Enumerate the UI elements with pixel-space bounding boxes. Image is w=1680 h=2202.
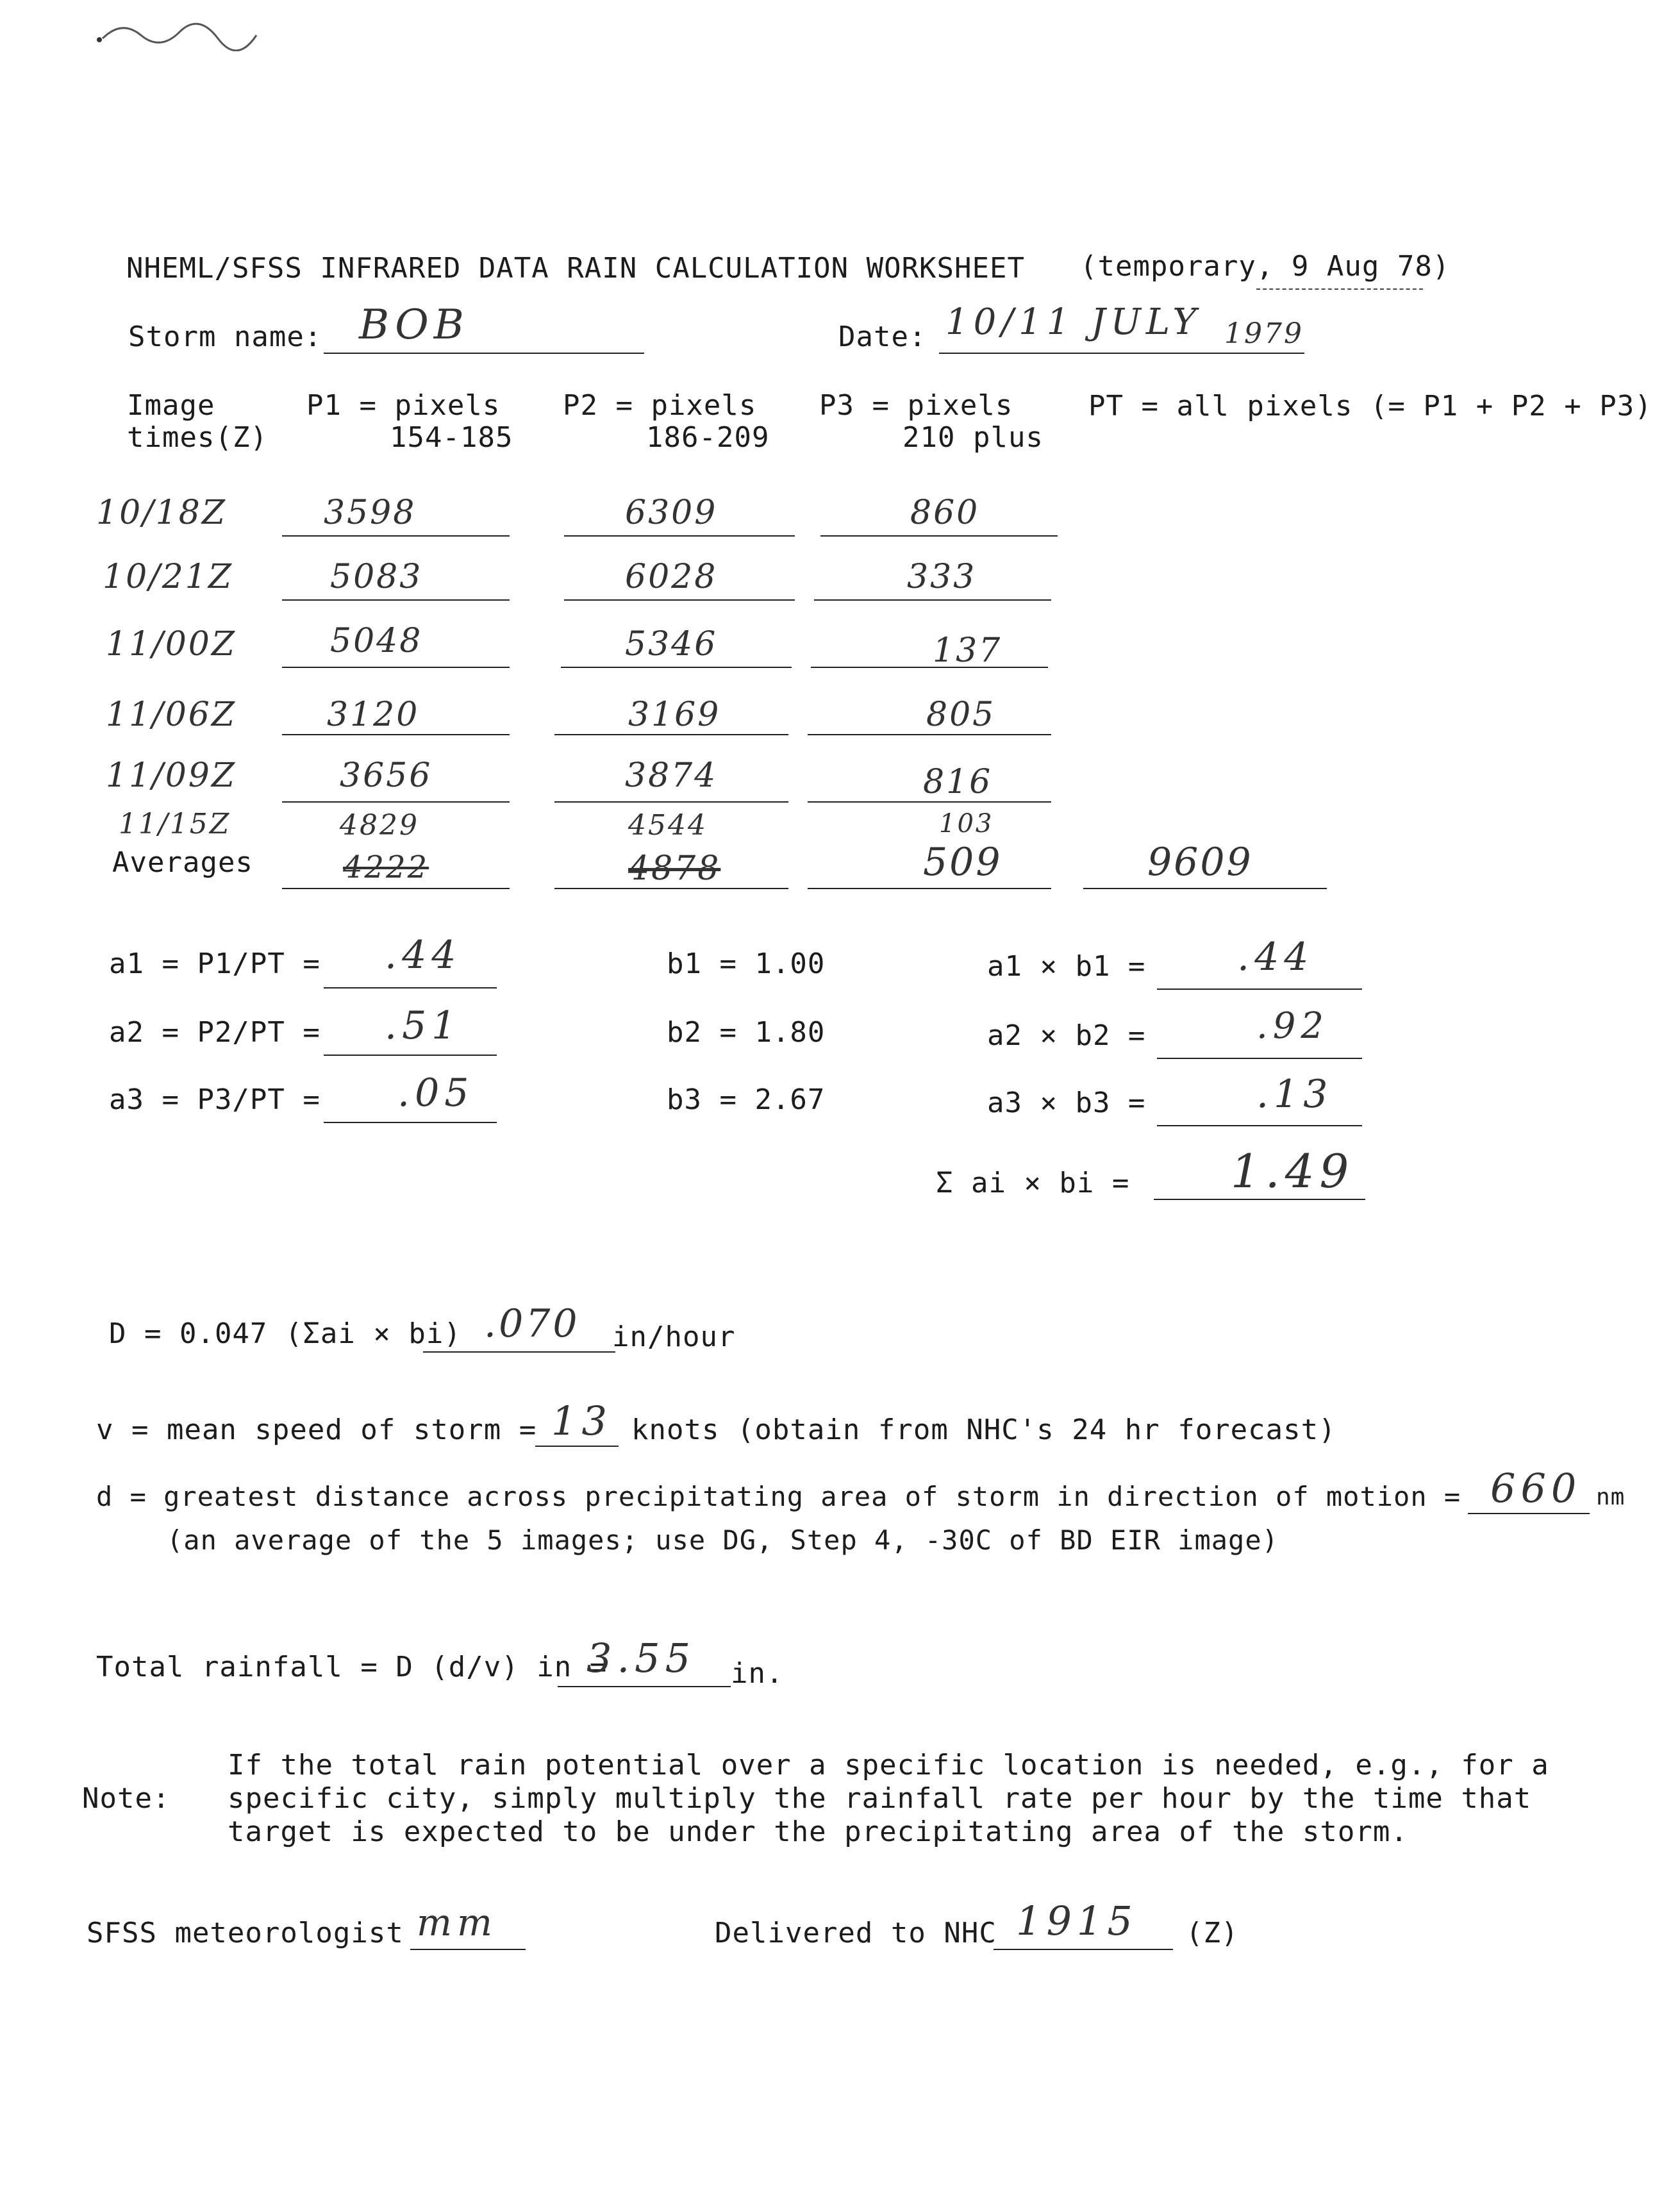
a2-label: a2 = P2/PT = [109, 1016, 320, 1049]
average-p2: 4878 [628, 849, 721, 888]
total-unit: in. [731, 1657, 784, 1690]
b3-label: b3 = 2.67 [667, 1083, 826, 1116]
meteorologist-value: mm [417, 1901, 497, 1944]
year-value: 1979 [1224, 317, 1304, 350]
row-time: 11/06Z [106, 696, 237, 734]
average-p3: 509 [923, 840, 1002, 885]
a2-value: .51 [385, 1003, 462, 1048]
a1b1-label: a1 × b1 = [987, 950, 1146, 983]
delivered-unit: (Z) [1186, 1917, 1239, 1949]
speed-label: v = mean speed of storm = [96, 1414, 537, 1446]
row-p2: 3874 [625, 756, 718, 795]
meteorologist-label: SFSS meteorologist [87, 1917, 404, 1949]
row-p2: 3169 [628, 696, 721, 734]
note-text: If the total rain potential over a specific location is needed, e.g., for a specific city, simply multiply the rainfall rate per hour by the time that target is expected to be under the precipitating area of the storm. [228, 1749, 1549, 1848]
date-line [939, 353, 1304, 354]
distance-note: (an average of the 5 images; use DG, Step 4, -30C of BD EIR image) [167, 1524, 1279, 1556]
storm-name-value: BOB [359, 301, 469, 349]
speed-value: 13 [551, 1397, 612, 1444]
rate-unit: in/hour [612, 1321, 736, 1353]
row-time: 11/00Z [106, 625, 237, 663]
b2-label: b2 = 1.80 [667, 1016, 826, 1049]
header-p3: P3 = pixels 210 plus [819, 389, 1044, 454]
row-p2: 5346 [625, 625, 718, 663]
row-p1: 3598 [324, 494, 417, 532]
b1-label: b1 = 1.00 [667, 947, 826, 980]
row-p3: 816 [923, 763, 993, 801]
row-p3: 103 [939, 809, 994, 838]
row-p2: 6309 [625, 494, 718, 532]
row-time: 10/21Z [103, 558, 233, 596]
sum-label: Σ ai × bi = [936, 1167, 1130, 1199]
header-image-times: Image times(Z) [127, 389, 268, 454]
delivered-label: Delivered to NHC [715, 1917, 997, 1949]
sum-value: 1.49 [1231, 1144, 1354, 1198]
note-label: Note: [82, 1782, 170, 1815]
distance-unit: nm [1596, 1484, 1626, 1510]
date-label: Date: [838, 321, 927, 353]
stray-scribble [96, 13, 276, 51]
distance-label: d = greatest distance across precipitating area of storm in direction of motion = [96, 1481, 1461, 1512]
row-p3: 860 [910, 494, 980, 532]
speed-suffix: knots (obtain from NHC's 24 hr forecast) [631, 1414, 1336, 1446]
worksheet-title: NHEML/SFSS INFRARED DATA RAIN CALCULATION WORKSHEET [126, 252, 1026, 285]
a3-value: .05 [397, 1071, 474, 1115]
rate-formula: D = 0.047 (Σai × bi) [109, 1317, 462, 1350]
row-p2: 4544 [628, 809, 708, 842]
row-p1: 5048 [330, 622, 423, 660]
a3b3-value: .13 [1256, 1072, 1333, 1117]
rate-value: .070 [484, 1301, 580, 1346]
averages-label: Averages [112, 846, 253, 879]
a2b2-label: a2 × b2 = [987, 1019, 1146, 1052]
a1-value: .44 [385, 933, 462, 978]
row-p2: 6028 [625, 558, 718, 596]
storm-name-line [324, 353, 644, 354]
row-time: 10/18Z [96, 494, 227, 532]
row-p1: 3120 [327, 696, 420, 734]
average-pt: 9609 [1147, 840, 1253, 885]
row-p3: 805 [926, 696, 996, 734]
row-p3: 333 [907, 558, 977, 596]
header-pt: PT = all pixels (= P1 + P2 + P3) [1088, 390, 1652, 422]
row-p1: 4829 [340, 809, 419, 842]
date-value: 10/11 JULY [945, 301, 1202, 343]
header-p1: P1 = pixels 154-185 [306, 389, 513, 454]
distance-value: 660 [1490, 1465, 1582, 1512]
temporary-note: (temporary, 9 Aug 78) [1080, 250, 1451, 283]
a3-label: a3 = P3/PT = [109, 1083, 320, 1116]
row-p3: 137 [933, 631, 1002, 670]
a1-label: a1 = P1/PT = [109, 947, 320, 980]
storm-name-label: Storm name: [128, 321, 322, 353]
a2b2-value: .92 [1256, 1005, 1329, 1047]
delivered-value: 1915 [1016, 1898, 1138, 1944]
average-p1: 4222 [343, 849, 429, 885]
temporary-underline [1256, 288, 1423, 290]
header-p2: P2 = pixels 186-209 [563, 389, 770, 454]
total-label: Total rainfall = D (d/v) in = [96, 1651, 608, 1683]
row-p1: 3656 [340, 756, 433, 795]
a1b1-value: .44 [1237, 935, 1314, 980]
row-p1: 5083 [330, 558, 423, 596]
row-time: 11/15Z [119, 808, 231, 840]
a3b3-label: a3 × b3 = [987, 1087, 1146, 1119]
total-value: 3.55 [586, 1635, 696, 1681]
row-time: 11/09Z [106, 756, 237, 795]
